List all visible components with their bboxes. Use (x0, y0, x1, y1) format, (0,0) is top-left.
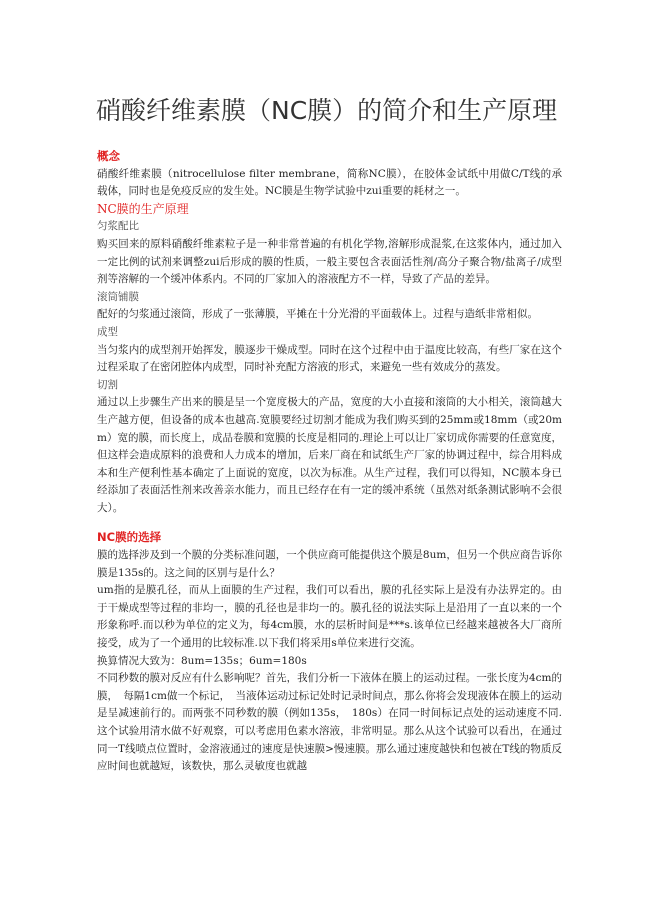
section-heading-production: NC膜的生产原理 (97, 201, 189, 216)
page-title: 硝酸纤维素膜（NC膜）的简介和生产原理 (96, 96, 558, 125)
section-heading-concept: 概念 (97, 149, 120, 163)
concept-paragraph: 硝酸纤维素膜（nitrocellulose filter membrane，简称NC膜），在胶体金试纸中用做C/T线的承载体，同时也是免疫反应的发生处。NC膜是生物学试验中zui重要的耗材之一。 (97, 167, 562, 198)
step-text-forming: 当匀浆内的成型剂开始挥发，膜逐步干燥成型。同时在这个过程中由于温度比较高，有些厂家在这个过程采取了在密闭腔体内成型，同时补充配方溶液的形式，来避免一些有效成分的蒸发。 (97, 343, 562, 374)
selection-paragraph-4: 不同秒数的膜对反应有什么影响呢？首先，我们分析一下液体在膜上的运动过程。一张长度为4cm的膜， 每隔1cm做一个标记， 当液体运动过标记处时记录时间点，那么你将会发现液体在膜上的运动是呈减速前行的。而两张不同秒数的膜（例如135s， 180s）在同一时间标记点处的运动速度不同.这个试验用清水做不好观察，可以考虑用色素水溶液，非常明显。那么从这个试验可以看出，在通过同一T线喷点位置时，金溶液通过的速度是快速膜>慢速膜。那么通过速度越快和包被在T线的物质反应时间也就越短，该数快，那么灵敏度也就越 (97, 672, 562, 773)
step-text-homogenize: 购买回来的原料硝酸纤维素粒子是一种非常普遍的有机化学物,溶解形成混浆,在这浆体内，通过加入一定比例的试剂来调整zui后形成的膜的性质，一般主要包含表面活性剂/高分子聚合物/盐离子/成型剂等溶解的一个缓冲体系内。不同的厂家加入的溶液配方不一样，导致了产品的差异。 (97, 237, 562, 286)
selection-paragraph-1: 膜的选择涉及到一个膜的分类标准问题，一个供应商可能提供这个膜是8um，但另一个供应商告诉你膜是135s的。这之间的区别与是什么？ (97, 549, 562, 579)
step-label-rolling: 滚筒铺膜 (97, 290, 139, 303)
step-text-cutting: 通过以上步骤生产出来的膜是呈一个宽度极大的产品，宽度的大小直接和滚筒的大小相关，滚筒越大生产越方便，但设备的成本也越高.宽膜要经过切割才能成为我们购买到的25mm或18mm（或20mm）宽的膜，而长度上，成品卷膜和宽膜的长度是相同的.理论上可以让厂家切成你需要的任意宽度，但这样会造成原料的浪费和人力成本的增加，后来厂商在和试纸生产厂家的协调过程中，综合用料成本和生产便利性基本确定了上面说的宽度，以次为标准。从生产过程，我们可以得知，NC膜本身已经添加了表面活性剂来改善亲水能力，而且已经存在有一定的缓冲系统（虽然对纸条测试影响不会很大）。 (97, 396, 562, 514)
step-label-homogenize: 匀浆配比 (97, 220, 139, 233)
selection-paragraph-2: um指的是膜孔径，而从上面膜的生产过程，我们可以看出，膜的孔径实际上是没有办法界定的。由于干燥成型等过程的非均一，膜的孔径也是非均一的。膜孔径的说法实际上是沿用了一直以来的一个形象称呼.而以秒为单位的定义为，每4cm膜，水的层析时间是***s.该单位已经越来越被各大厂商所接受，成为了一个通用的比较标准.以下我们将采用s单位来进行交流。 (97, 584, 562, 650)
section-heading-selection: NC膜的选择 (97, 530, 162, 545)
step-label-forming: 成型 (97, 325, 118, 338)
step-text-rolling: 配好的匀浆通过滚筒，形成了一张薄膜，平摊在十分光滑的平面载体上。过程与造纸非常相似。 (97, 308, 538, 321)
document-body (97, 148, 562, 776)
selection-paragraph-3: 换算情况大致为：8um=135s；6um=180s (97, 654, 307, 667)
step-label-cutting: 切割 (97, 378, 118, 391)
